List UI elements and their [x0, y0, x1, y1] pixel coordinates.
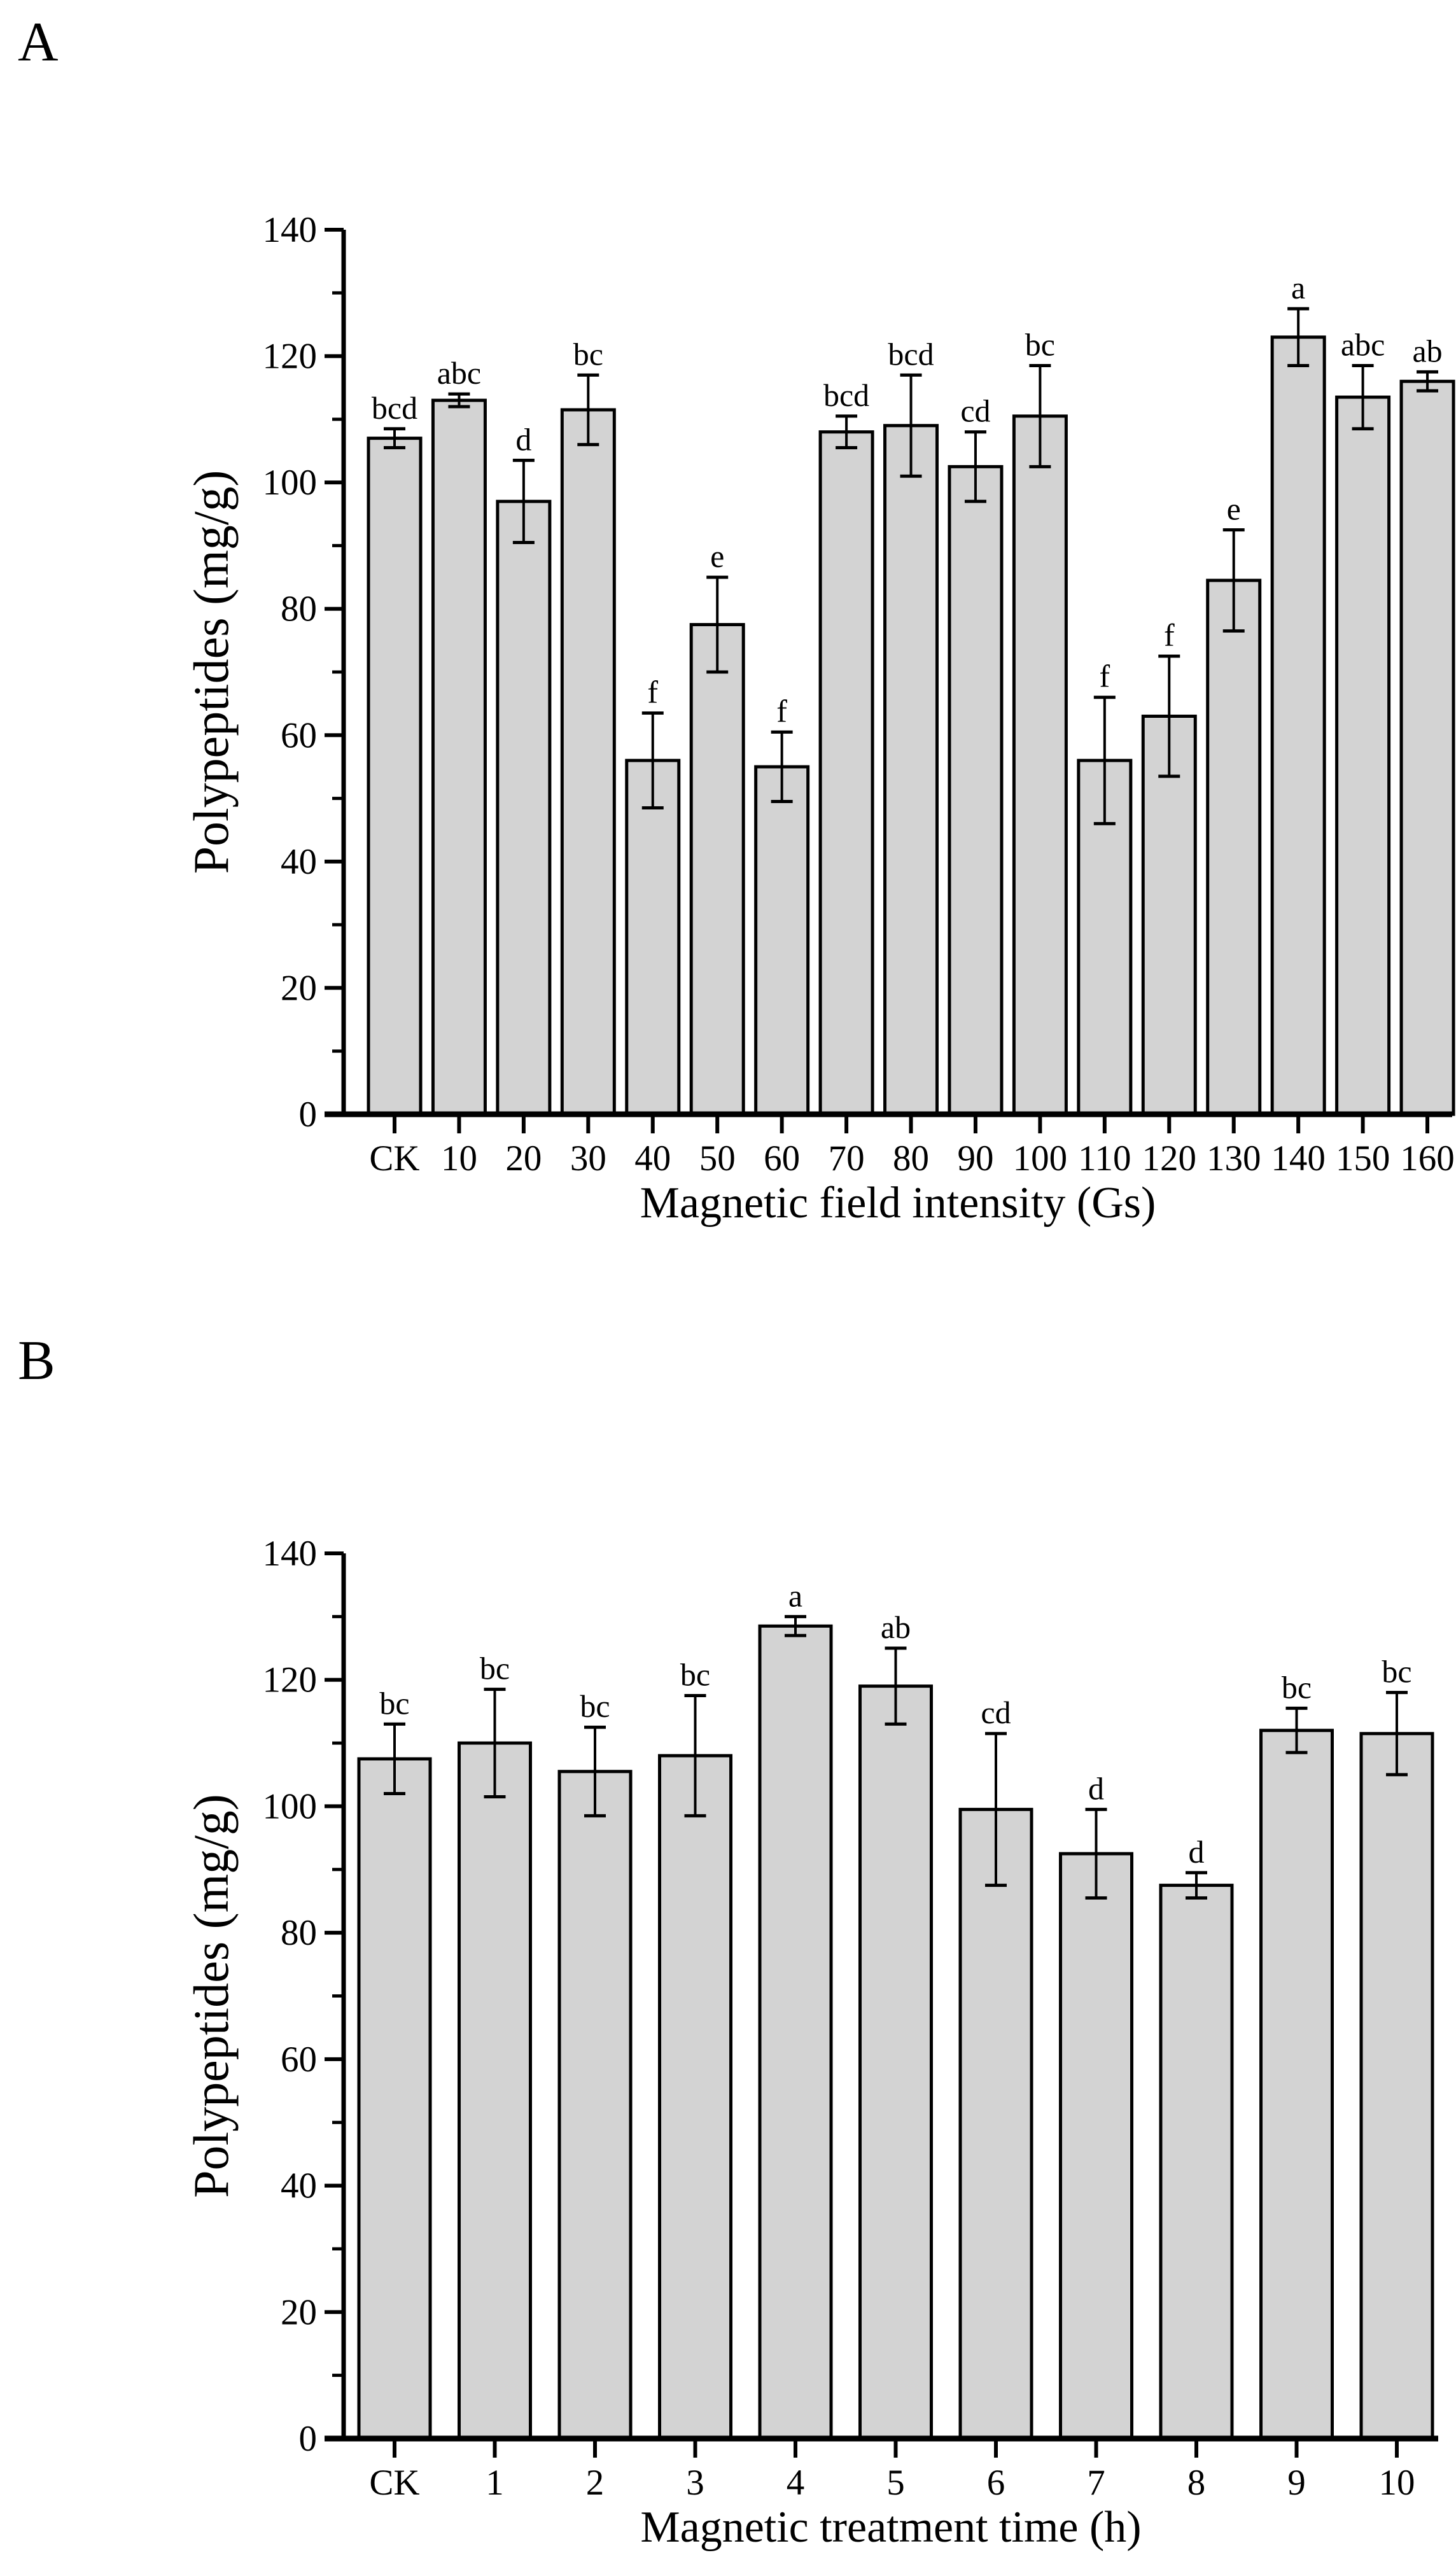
x-category-label: 80 — [893, 1138, 930, 1179]
bar — [691, 625, 743, 1114]
bar — [559, 1772, 631, 2439]
x-category-label: 4 — [786, 2463, 805, 2503]
x-category-label: 140 — [1271, 1138, 1326, 1179]
bar — [820, 432, 872, 1114]
bar — [1272, 337, 1324, 1114]
bar — [1208, 580, 1260, 1114]
x-category-label: 130 — [1206, 1138, 1261, 1179]
bar — [433, 400, 485, 1114]
sig-letter: a — [788, 1578, 803, 1614]
sig-letter: abc — [1340, 326, 1385, 363]
x-category-label: 120 — [1142, 1138, 1197, 1179]
sig-letter: e — [710, 538, 725, 575]
x-axis-title: Magnetic field intensity (Gs) — [640, 1179, 1156, 1228]
bar — [1401, 381, 1453, 1114]
x-category-label: 5 — [886, 2463, 905, 2503]
x-axis-title: Magnetic treatment time (h) — [640, 2503, 1142, 2552]
bar — [660, 1756, 731, 2439]
sig-letter: a — [1291, 270, 1306, 306]
y-axis-title: Polypeptides (mg/g) — [183, 470, 239, 874]
sig-letter: bc — [573, 336, 603, 372]
bar — [1014, 416, 1066, 1114]
sig-letter: bcd — [823, 377, 870, 413]
bar — [885, 426, 937, 1114]
bar — [860, 1686, 932, 2439]
x-category-label: 60 — [764, 1138, 801, 1179]
x-category-label: 110 — [1078, 1138, 1131, 1179]
sig-letter: e — [1226, 491, 1241, 527]
x-category-label: 30 — [570, 1138, 606, 1179]
x-category-label: 20 — [505, 1138, 542, 1179]
x-category-label: 50 — [699, 1138, 736, 1179]
bar — [498, 501, 550, 1114]
x-category-label: 3 — [686, 2463, 704, 2503]
bar — [1337, 397, 1389, 1114]
sig-letter: f — [647, 674, 659, 710]
sig-letter: bc — [379, 1685, 410, 1721]
x-category-label: 6 — [986, 2463, 1005, 2503]
x-category-label: 160 — [1400, 1138, 1455, 1179]
y-tick-label: 100 — [262, 1786, 317, 1827]
bar — [562, 410, 614, 1114]
panel-a-plot — [183, 210, 1455, 1228]
panel-a-label: A — [18, 11, 59, 73]
bar — [1161, 1886, 1232, 2439]
bar — [960, 1809, 1032, 2439]
bar — [756, 767, 808, 1114]
bar — [627, 760, 679, 1114]
panel-b-chart — [0, 1285, 1456, 2569]
sig-letter: bc — [1281, 1669, 1312, 1705]
bar — [368, 438, 421, 1114]
bar — [1061, 1854, 1132, 2439]
bar — [1261, 1730, 1333, 2439]
y-tick-label: 60 — [281, 2039, 317, 2080]
sig-letter: ab — [880, 1609, 911, 1646]
y-tick-label: 120 — [262, 336, 317, 377]
panel-b-label: B — [18, 1330, 55, 1392]
bar — [949, 466, 1002, 1114]
x-category-label: 9 — [1287, 2463, 1306, 2503]
sig-letter: bcd — [888, 336, 934, 372]
y-tick-label: 0 — [298, 2419, 317, 2459]
bar — [1361, 1733, 1432, 2439]
x-category-label: 10 — [1378, 2463, 1415, 2503]
sig-letter: bc — [479, 1650, 510, 1686]
x-category-label: 1 — [486, 2463, 504, 2503]
sig-letter: cd — [960, 393, 991, 429]
y-tick-label: 140 — [262, 210, 317, 250]
y-tick-label: 60 — [281, 715, 317, 756]
bar — [760, 1626, 831, 2439]
sig-letter: bc — [680, 1656, 711, 1693]
x-category-label: 7 — [1087, 2463, 1105, 2503]
x-category-label: 70 — [828, 1138, 865, 1179]
panel-b-plot — [183, 1534, 1438, 2552]
sig-letter: f — [1163, 617, 1175, 654]
sig-letter: bcd — [371, 389, 418, 426]
sig-letter: d — [1088, 1770, 1104, 1807]
x-category-label: 10 — [440, 1138, 477, 1179]
sig-letter: bc — [1382, 1653, 1412, 1690]
x-category-label: 90 — [957, 1138, 994, 1179]
x-category-label: 150 — [1335, 1138, 1390, 1179]
y-tick-label: 20 — [281, 2292, 317, 2333]
x-category-label: CK — [369, 1138, 420, 1179]
x-category-label: 2 — [585, 2463, 605, 2503]
y-tick-label: 140 — [262, 1534, 317, 1574]
y-tick-label: 40 — [281, 2166, 317, 2206]
y-axis-title: Polypeptides (mg/g) — [183, 1794, 239, 2198]
y-tick-label: 120 — [262, 1660, 317, 1700]
y-tick-label: 80 — [281, 1913, 317, 1954]
y-tick-label: 0 — [298, 1095, 317, 1135]
x-category-label: 100 — [1012, 1138, 1068, 1179]
bar — [459, 1743, 531, 2439]
y-tick-label: 20 — [281, 968, 317, 1009]
sig-letter: abc — [437, 355, 482, 391]
sig-letter: f — [1099, 658, 1110, 694]
x-category-label: CK — [369, 2463, 420, 2503]
sig-letter: cd — [981, 1695, 1011, 1731]
sig-letter: f — [776, 693, 787, 729]
y-tick-label: 40 — [281, 841, 317, 882]
x-category-label: 8 — [1187, 2463, 1206, 2503]
y-tick-label: 100 — [262, 463, 317, 503]
sig-letter: bc — [1025, 326, 1056, 363]
sig-letter: ab — [1412, 333, 1443, 369]
sig-letter: d — [515, 421, 532, 458]
sig-letter: d — [1188, 1833, 1205, 1870]
sig-letter: bc — [580, 1688, 610, 1725]
bar — [359, 1759, 430, 2439]
x-category-label: 40 — [634, 1138, 671, 1179]
y-tick-label: 80 — [281, 589, 317, 629]
